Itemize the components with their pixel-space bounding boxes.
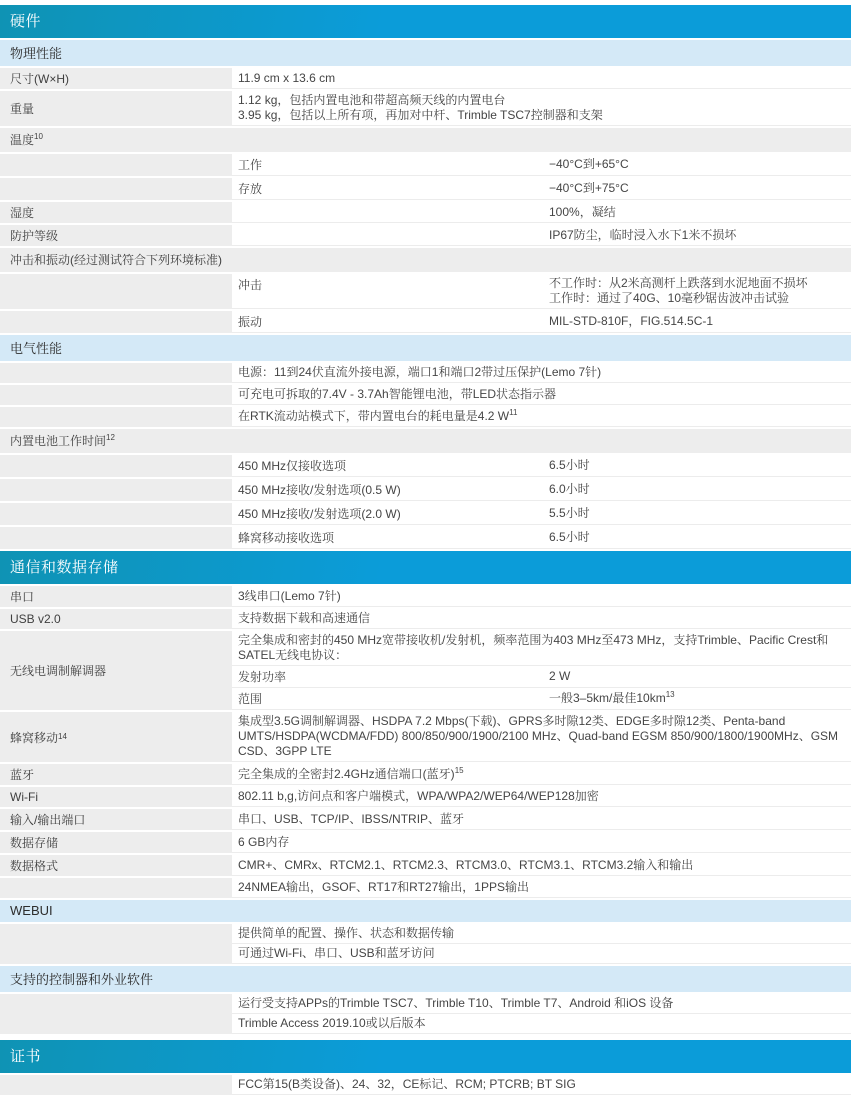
row-label [0, 91, 232, 126]
row-value [232, 68, 851, 89]
row-label [0, 311, 232, 333]
row-value [232, 924, 851, 943]
row-value-text: 2 W [549, 669, 571, 683]
table-row-group [0, 631, 851, 710]
row-value-text: 3线串口(Lemo 7针) [238, 588, 341, 603]
row-value [232, 712, 851, 762]
section-header-label: 硬件 [10, 13, 42, 30]
row-value-line [238, 409, 843, 424]
subsection-header-label: WEBUI [10, 903, 53, 918]
row-value-text: 在RTK流动站模式下，带内置电台的耗电量是4.2 W [238, 409, 510, 423]
row-label [0, 924, 232, 964]
row-mid-label [232, 688, 543, 709]
row-value-text: 可通过Wi-Fi、串口、USB和蓝牙访问 [238, 946, 435, 960]
row-value-line [549, 482, 843, 497]
row-mid-label [232, 311, 543, 333]
row-value-line [549, 530, 843, 545]
table-row [0, 832, 851, 853]
subsection-header [0, 335, 851, 361]
row-value [232, 586, 851, 607]
row-label [0, 202, 232, 223]
row-value-text: 6.0小时 [549, 482, 590, 496]
row-value-text: 完全集成和密封的450 MHz宽带接收机/发射机，频率范围为403 MHz至473 MHz，支持Trimble、Pacific Crest和SATEL无线电协议： [238, 633, 829, 662]
row-value-text: 6.5小时 [549, 530, 590, 544]
row-value-line [238, 767, 843, 782]
row-value-text: 100%，凝结 [549, 204, 616, 219]
row-value-line [238, 611, 843, 626]
table-row [0, 455, 851, 477]
row-label [0, 154, 232, 176]
row-value-text: Trimble Access 2019.10或以后版本 [238, 1016, 426, 1030]
row-value-line [238, 858, 843, 873]
row-mid-text: 范围 [238, 692, 263, 706]
row-mid-text: 工作 [238, 158, 263, 172]
row-value-line [238, 71, 843, 86]
row-value [543, 154, 851, 176]
row-group-parts [232, 924, 851, 964]
table-row [0, 311, 851, 333]
row-value [232, 832, 851, 853]
row-value-line [238, 714, 843, 759]
row-value-text: 24NMEA输出，GSOF、RT17和RT27输出，1PPS输出 [238, 880, 529, 894]
row-label: 蜂窝移动 14 [0, 712, 232, 762]
row-label-text: 蜂窝移动 [10, 730, 59, 745]
row-value-line [549, 458, 843, 473]
row-value [232, 609, 851, 629]
row-label [0, 225, 232, 246]
table-row [0, 586, 851, 607]
row-value-line [549, 506, 843, 521]
row-value-line [549, 181, 843, 196]
row-mid-text: 存放 [238, 182, 263, 196]
row-group-parts [232, 631, 851, 710]
row-value-text: MIL-STD-810F，FIG.514.5C-1 [549, 314, 714, 328]
row-label [0, 994, 232, 1034]
table-row [0, 503, 851, 525]
row-value [543, 225, 851, 246]
row-label [0, 878, 232, 898]
row-value-line [549, 276, 843, 291]
row-mid-label [232, 666, 543, 687]
group-band-label: 温度 [10, 133, 35, 147]
row-value-text: 支持数据下载和高速通信 [238, 611, 371, 625]
table-row [0, 68, 851, 89]
row-value [543, 503, 851, 525]
table-row [0, 363, 851, 383]
row-value [232, 631, 851, 665]
row-value [232, 407, 851, 427]
row-group-part [232, 1014, 851, 1034]
row-value [232, 764, 851, 785]
row-value-text: −40°C到+75°C [549, 181, 629, 195]
row-value [232, 91, 851, 126]
row-mid-label [232, 154, 543, 176]
row-label-text: 重量 [10, 102, 35, 116]
row-value-line [238, 812, 843, 827]
row-value [543, 274, 851, 309]
row-label [0, 609, 232, 629]
row-value [232, 809, 851, 830]
subsection-header [0, 900, 851, 922]
row-value-text: 3.95 kg，包括以上所有项，再加对中杆、Trimble TSC7控制器和支架 [238, 108, 603, 122]
row-value [232, 878, 851, 898]
row-value-text: 提供简单的配置、操作、状态和数据传输 [238, 926, 455, 940]
row-value-line [549, 157, 843, 172]
table-row [0, 274, 851, 309]
row-label [0, 764, 232, 785]
row-value-line [238, 880, 843, 895]
footnote-superscript: 15 [454, 765, 464, 775]
row-label [0, 385, 232, 405]
row-value-line [549, 228, 843, 243]
row-value-text: 802.11 b,g,访问点和客户端模式，WPA/WPA2/WEP64/WEP128加密 [238, 789, 599, 803]
row-value-line [238, 789, 843, 804]
section-header-label: 通信和数据存储 [10, 559, 119, 576]
row-label [0, 527, 232, 549]
table-row-group [0, 924, 851, 964]
row-mid-label [232, 274, 543, 309]
row-value-text: 工作时：通过了40G、10毫秒锯齿波冲击试验 [549, 291, 790, 305]
row-mid-text: 发射功率 [238, 670, 287, 684]
row-mid-label [232, 479, 543, 501]
group-band [0, 248, 851, 272]
row-value [543, 527, 851, 549]
row-value [543, 455, 851, 477]
footnote-superscript: 12 [106, 433, 115, 442]
row-group-part [232, 631, 851, 666]
row-value-text: CMR+、CMRx、RTCM2.1、RTCM2.3、RTCM3.0、RTCM3.1、RTCM3.2输入和输出 [238, 857, 694, 872]
table-row [0, 712, 851, 762]
row-label-text: 串口 [10, 590, 35, 604]
row-value-line [549, 669, 843, 684]
table-row [0, 479, 851, 501]
row-label [0, 787, 232, 807]
row-group-part-grid [232, 666, 851, 687]
group-band-label: 冲击和振动(经过测试符合下列环境标准) [10, 253, 222, 267]
row-value-line [238, 93, 843, 108]
row-value-text: IP67防尘，临时浸入水下1米不损坏 [549, 227, 737, 242]
row-label [0, 455, 232, 477]
row-mid-text: 450 MHz仅接收选项 [238, 459, 347, 473]
row-value [232, 787, 851, 807]
table-row [0, 385, 851, 405]
row-label-text: 防护等级 [10, 229, 59, 243]
table-row [0, 225, 851, 246]
group-band [0, 429, 851, 453]
row-value-text: 电源：11到24伏直流外接电源，端口1和端口2带过压保护(Lemo 7针) [238, 365, 602, 379]
row-label [0, 407, 232, 427]
row-value-text: −40°C到+65°C [549, 157, 629, 171]
subsection-header-label: 物理性能 [10, 46, 63, 61]
table-row [0, 178, 851, 200]
table-row [0, 1075, 851, 1095]
row-value [232, 385, 851, 405]
row-value-line [238, 633, 843, 663]
row-mid-label [232, 178, 543, 200]
row-label [0, 274, 232, 309]
row-label-text: 无线电调制解调器 [10, 664, 107, 678]
row-group-parts [232, 994, 851, 1034]
subsection-header-label: 支持的控制器和外业软件 [10, 972, 154, 987]
table-row [0, 764, 851, 785]
row-value-text: 不工作时：从2米高测杆上跌落到水泥地面不损坏 [549, 276, 808, 290]
row-value-text: 集成型3.5G调制解调器、HSDPA 7.2 Mbps(下载)、GPRS多时隙12类、EDGE多时隙12类、Penta-band UMTS/HSDPA(WCDMA/FDD) 800/850/900/1900/2100 MHz、Quad-band EGSM 850/900/1800/1900MHz、GSM CSD、3GPP LTE [238, 714, 839, 758]
row-value-line [549, 291, 843, 306]
footnote-superscript: 11 [509, 408, 518, 417]
group-band-label: 内置电池工作时间 [10, 434, 107, 448]
row-mid-label [232, 202, 543, 223]
row-label-text: 数据格式 [10, 859, 59, 873]
row-label [0, 832, 232, 853]
row-mid-text: 450 MHz接收/发射选项(2.0 W) [238, 507, 401, 521]
row-value-text: 1.12 kg，包括内置电池和带超高频天线的内置电台 [238, 93, 506, 107]
row-value-line [238, 589, 843, 604]
row-value [232, 1014, 851, 1033]
row-mid-text: 冲击 [238, 278, 263, 292]
row-value [232, 363, 851, 383]
row-label [0, 503, 232, 525]
row-value-line [238, 108, 843, 123]
row-label [0, 363, 232, 383]
row-label [0, 586, 232, 607]
row-value-line [549, 691, 843, 706]
row-mid-text: 蜂窝移动接收选项 [238, 531, 335, 545]
row-label-text: 数据存储 [10, 836, 59, 850]
row-group-part [232, 994, 851, 1014]
section-header [0, 1040, 851, 1073]
row-value-text: FCC第15(B类设备)、24、32，CE标记、RCM; PTCRB; BT SIG [238, 1077, 576, 1091]
row-label [0, 178, 232, 200]
row-group-part [232, 944, 851, 964]
row-value-line [549, 205, 843, 220]
row-value-text: 运行受支持APPs的Trimble TSC7、Trimble T10、Trimble T7、Android 和iOS 设备 [238, 996, 674, 1010]
row-value [232, 994, 851, 1013]
row-value-text: 串口、USB、TCP/IP、IBSS/NTRIP、蓝牙 [238, 811, 465, 826]
table-row [0, 407, 851, 427]
row-mid-label [232, 225, 543, 246]
section-header-label: 证书 [10, 1048, 42, 1065]
row-label-text: 湿度 [10, 206, 35, 220]
row-group-part-grid [232, 688, 851, 709]
row-mid-label [232, 527, 543, 549]
row-label [0, 479, 232, 501]
row-mid-text: 振动 [238, 315, 263, 329]
row-value-line [238, 387, 843, 402]
row-mid-label [232, 455, 543, 477]
row-value [232, 1075, 851, 1095]
row-value-line [549, 314, 843, 329]
subsection-header-label: 电气性能 [10, 341, 63, 356]
row-label [0, 631, 232, 710]
row-value-text: 可充电可拆取的7.4V - 3.7Ah智能锂电池，带LED状态指示器 [238, 387, 557, 401]
table-row [0, 855, 851, 876]
subsection-header [0, 40, 851, 66]
row-label-text: 蓝牙 [10, 768, 35, 782]
row-group-part [232, 666, 851, 688]
row-value-text: 11.9 cm x 13.6 cm [238, 70, 336, 85]
row-value [543, 178, 851, 200]
row-label [0, 1075, 232, 1095]
row-label-text: 尺寸(W×H) [10, 72, 69, 86]
table-row [0, 878, 851, 898]
row-value [543, 688, 851, 709]
spec-table [0, 5, 851, 1095]
section-header [0, 551, 851, 584]
row-value-text: 6 GB内存 [238, 834, 290, 849]
footnote-superscript: 10 [34, 132, 43, 141]
table-row [0, 527, 851, 549]
row-label-text: Wi-Fi [10, 790, 38, 804]
row-value-text: 5.5小时 [549, 506, 590, 520]
row-value [232, 855, 851, 876]
row-value [543, 666, 851, 687]
table-row [0, 154, 851, 176]
footnote-superscript: 13 [665, 690, 675, 699]
row-mid-label [232, 503, 543, 525]
subsection-header [0, 966, 851, 992]
row-value-line [238, 996, 843, 1011]
row-value-line [238, 365, 843, 380]
row-group-part [232, 688, 851, 710]
row-mid-text: 450 MHz接收/发射选项(0.5 W) [238, 483, 401, 497]
group-band [0, 128, 851, 152]
row-value [543, 202, 851, 223]
row-label [0, 809, 232, 830]
row-value-line [238, 926, 843, 941]
row-label [0, 855, 232, 876]
row-value [543, 311, 851, 333]
row-value-text: 6.5小时 [549, 458, 590, 472]
section-header [0, 5, 851, 38]
row-value-line [238, 1016, 843, 1031]
row-value [232, 944, 851, 963]
row-value [543, 479, 851, 501]
row-value-line [238, 1077, 843, 1092]
table-row [0, 787, 851, 807]
table-row [0, 609, 851, 629]
table-row-group [0, 994, 851, 1034]
row-value-line [238, 946, 843, 961]
row-group-part [232, 924, 851, 944]
table-row [0, 91, 851, 126]
row-value-text: 完全集成的全密封2.4GHz通信端口(蓝牙) [238, 766, 455, 781]
row-label [0, 68, 232, 89]
row-value-text: 一般3–5km/最佳10km [549, 691, 666, 705]
row-value-line [238, 835, 843, 850]
table-row [0, 202, 851, 223]
table-row [0, 809, 851, 830]
row-label-text: 输入/输出端口 [10, 813, 86, 827]
row-label-text: USB v2.0 [10, 612, 61, 626]
